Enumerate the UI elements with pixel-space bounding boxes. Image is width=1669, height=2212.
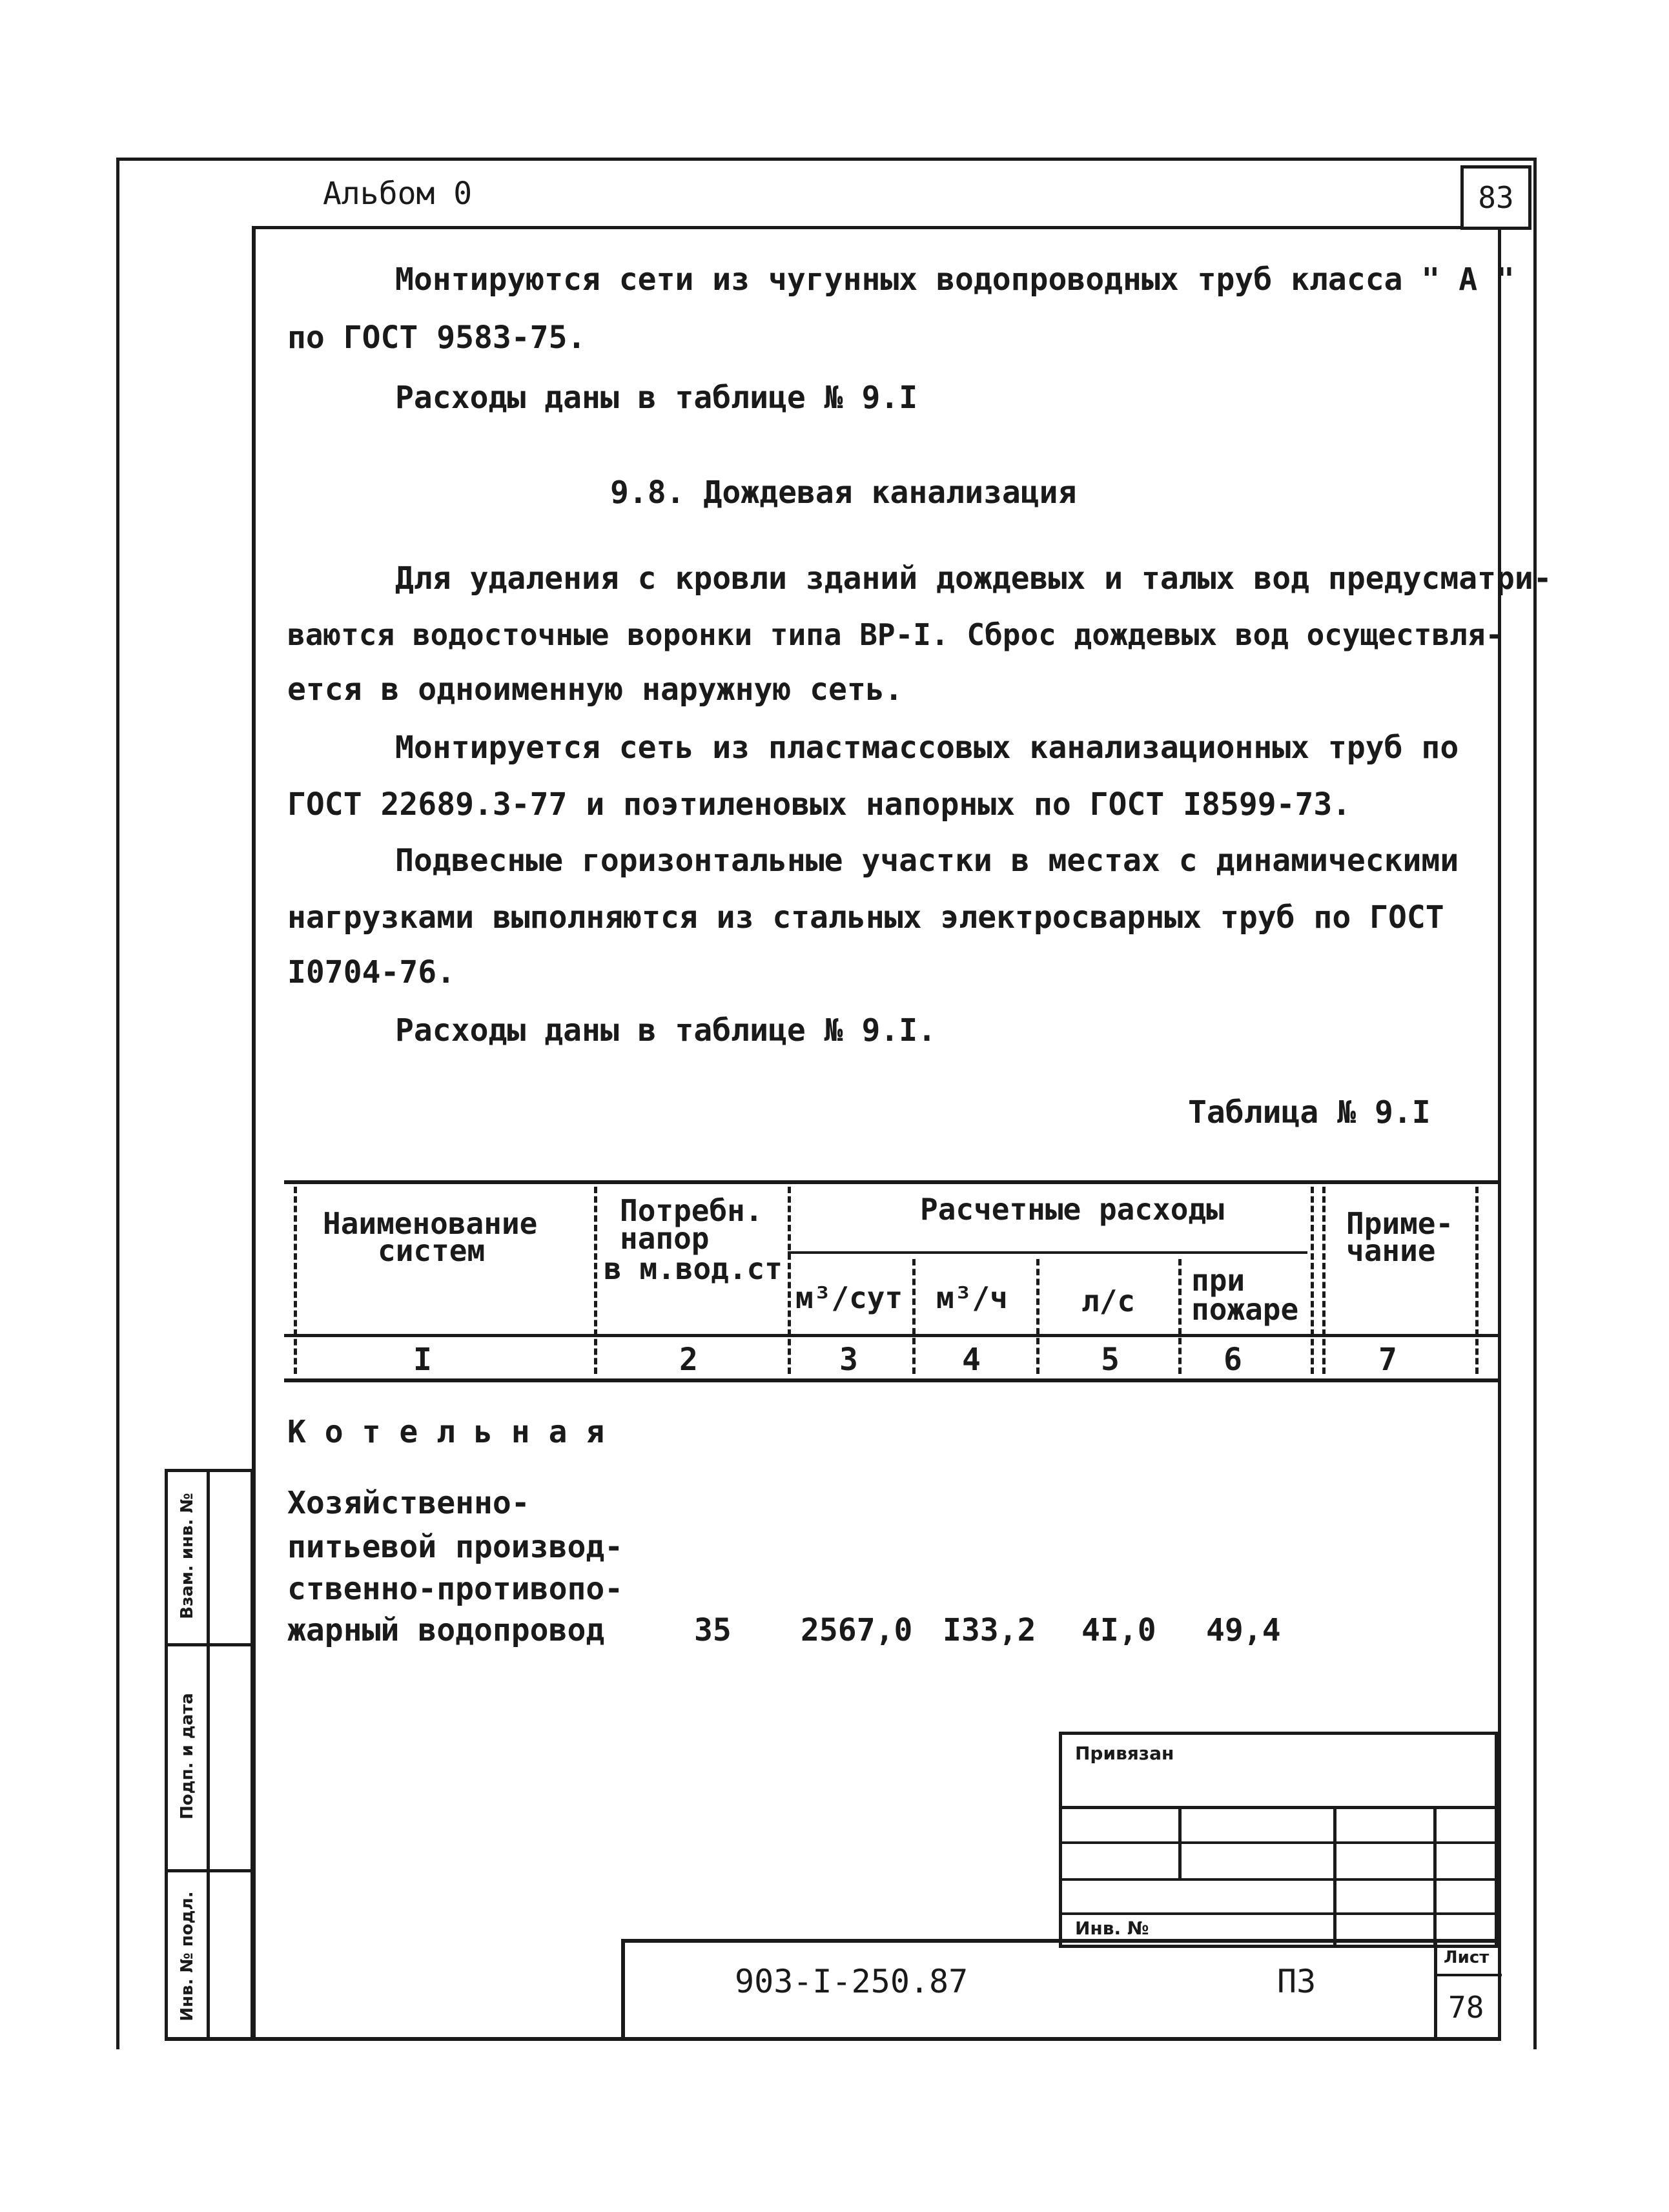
row-l-s: 4I,0 (1081, 1612, 1156, 1648)
header-flows-group: Расчетные расходы (920, 1192, 1224, 1227)
column-number-6: 6 (1224, 1342, 1242, 1378)
col-sep-2 (788, 1187, 791, 1374)
paragraph-5-line-2: нагрузками выполняются из стальных электросварных труб по ГОСТ (287, 899, 1444, 936)
sheet-row-rule (1434, 1974, 1502, 1976)
header-m3-day: м³/сут (795, 1280, 903, 1315)
stamp-row-rule-4 (1062, 1912, 1498, 1915)
paragraph-4-line-2: ГОСТ 22689.3-77 и поэтиленовых напорных по ГОСТ I8599-73. (287, 786, 1351, 823)
top-page-number-box (1460, 165, 1531, 230)
paragraph-5-line-3: I0704-76. (287, 954, 456, 990)
header-name-line2: систем (378, 1233, 486, 1268)
attachment-stamp (1059, 1732, 1498, 1948)
row-m3-h: I33,2 (943, 1612, 1036, 1648)
stamp-row-rule-1 (1062, 1806, 1498, 1809)
inner-frame-top (252, 226, 1469, 229)
row-name-line1: Хозяйственно- (287, 1485, 530, 1521)
table-caption: Таблица № 9.I (1188, 1094, 1431, 1131)
stamp-col-rule-3 (1433, 1806, 1437, 1948)
row-name-line3: ственно-противопо- (287, 1571, 624, 1607)
header-pressure-line3: в м.вод.ст (604, 1251, 783, 1286)
flows-subheader-rule (788, 1251, 1307, 1254)
inner-frame-right (1498, 226, 1501, 2040)
header-fire-line1: при (1191, 1263, 1245, 1298)
table-top-rule (284, 1180, 1498, 1184)
row-m3-day: 2567,0 (801, 1612, 913, 1648)
inv-label: Инв. № (1075, 1918, 1149, 1939)
header-fire-line2: пожаре (1191, 1292, 1299, 1327)
header-pressure-line1: Потребн. (620, 1193, 763, 1228)
sheet-number: 78 (1448, 1990, 1484, 2025)
document-code: 903-I-250.87 (735, 1963, 968, 2000)
album-label: Альбом 0 (323, 176, 473, 212)
col-sep-7 (1475, 1187, 1479, 1374)
title-block (621, 1939, 1501, 2041)
row-pressure: 35 (694, 1612, 732, 1648)
approval-strip (165, 1469, 254, 2041)
header-name-line1: Наименование (323, 1206, 538, 1241)
stamp-col-rule-2 (1333, 1806, 1336, 1948)
header-l-s: л/с (1081, 1284, 1136, 1318)
strip-col-rule (207, 1472, 210, 2040)
strip-row-rule-2 (168, 1869, 255, 1872)
column-number-5: 5 (1101, 1342, 1120, 1378)
column-numbers-rule (284, 1378, 1498, 1382)
col-sep-6b (1322, 1187, 1326, 1374)
section-code: ПЗ (1277, 1963, 1316, 2000)
strip-field-1: Взам. инв. № (178, 1493, 197, 1619)
column-number-7: 7 (1378, 1342, 1397, 1378)
col-sep-0 (294, 1187, 297, 1374)
row-fire: 49,4 (1206, 1612, 1281, 1648)
paragraph-4-line-1: Монтируется сеть из пластмассовых канализационных труб по (395, 730, 1459, 766)
header-note-line2: чание (1346, 1233, 1436, 1268)
paragraph-3-line-1: Для удаления с кровли зданий дождевых и талых вод предусматри- (395, 560, 1552, 597)
header-bottom-rule (284, 1334, 1498, 1337)
attached-label: Привязан (1075, 1743, 1174, 1764)
col-sep-5 (1178, 1259, 1182, 1374)
paragraph-1-line-2: по ГОСТ 9583-75. (287, 320, 586, 356)
group-title: К о т е л ь н а я (287, 1414, 605, 1450)
paragraph-5-line-1: Подвесные горизонтальные участки в местах с динамическими (395, 843, 1459, 879)
strip-row-rule-1 (168, 1643, 255, 1646)
header-note-line1: Приме- (1346, 1206, 1454, 1241)
col-sep-1 (594, 1187, 597, 1374)
sheet-label: Лист (1444, 1948, 1490, 1967)
column-number-3: 3 (839, 1342, 858, 1378)
paragraph-3-line-3: ется в одноименную наружную сеть. (287, 671, 903, 708)
column-number-4: 4 (962, 1342, 981, 1378)
section-title: 9.8. Дождевая канализация (610, 475, 1077, 511)
col-sep-3 (912, 1259, 916, 1374)
strip-field-3: Инв. № подл. (178, 1891, 197, 2022)
paragraph-6: Расходы даны в таблице № 9.I. (395, 1012, 937, 1049)
outer-frame-left (116, 158, 119, 2049)
stamp-row-rule-3 (1062, 1878, 1498, 1881)
paragraph-3-line-2: ваются водосточные воронки типа ВР-I. Сброс дождевых вод осуществля- (287, 617, 1504, 652)
col-sep-4 (1036, 1259, 1039, 1374)
outer-frame-right (1533, 158, 1537, 2049)
strip-field-2: Подп. и дата (178, 1693, 197, 1819)
outer-frame-top (116, 158, 1537, 161)
column-number-1: I (413, 1342, 432, 1378)
row-name-line2: питьевой производ- (287, 1529, 624, 1565)
stamp-row-rule-2 (1062, 1841, 1498, 1844)
header-m3-h: м³/ч (936, 1280, 1008, 1315)
top-page-number: 83 (1478, 180, 1514, 215)
col-sep-6 (1311, 1187, 1314, 1374)
sheet-col-rule (1434, 1943, 1437, 2040)
stamp-col-rule-1 (1178, 1806, 1182, 1880)
column-number-2: 2 (679, 1342, 698, 1378)
paragraph-1-line-1: Монтируются сети из чугунных водопроводных труб класса " А " (395, 261, 1515, 298)
row-name-line4: жарный водопровод (287, 1612, 605, 1648)
paragraph-2: Расходы даны в таблице № 9.I (395, 380, 918, 416)
header-pressure-line2: напор (620, 1221, 710, 1256)
